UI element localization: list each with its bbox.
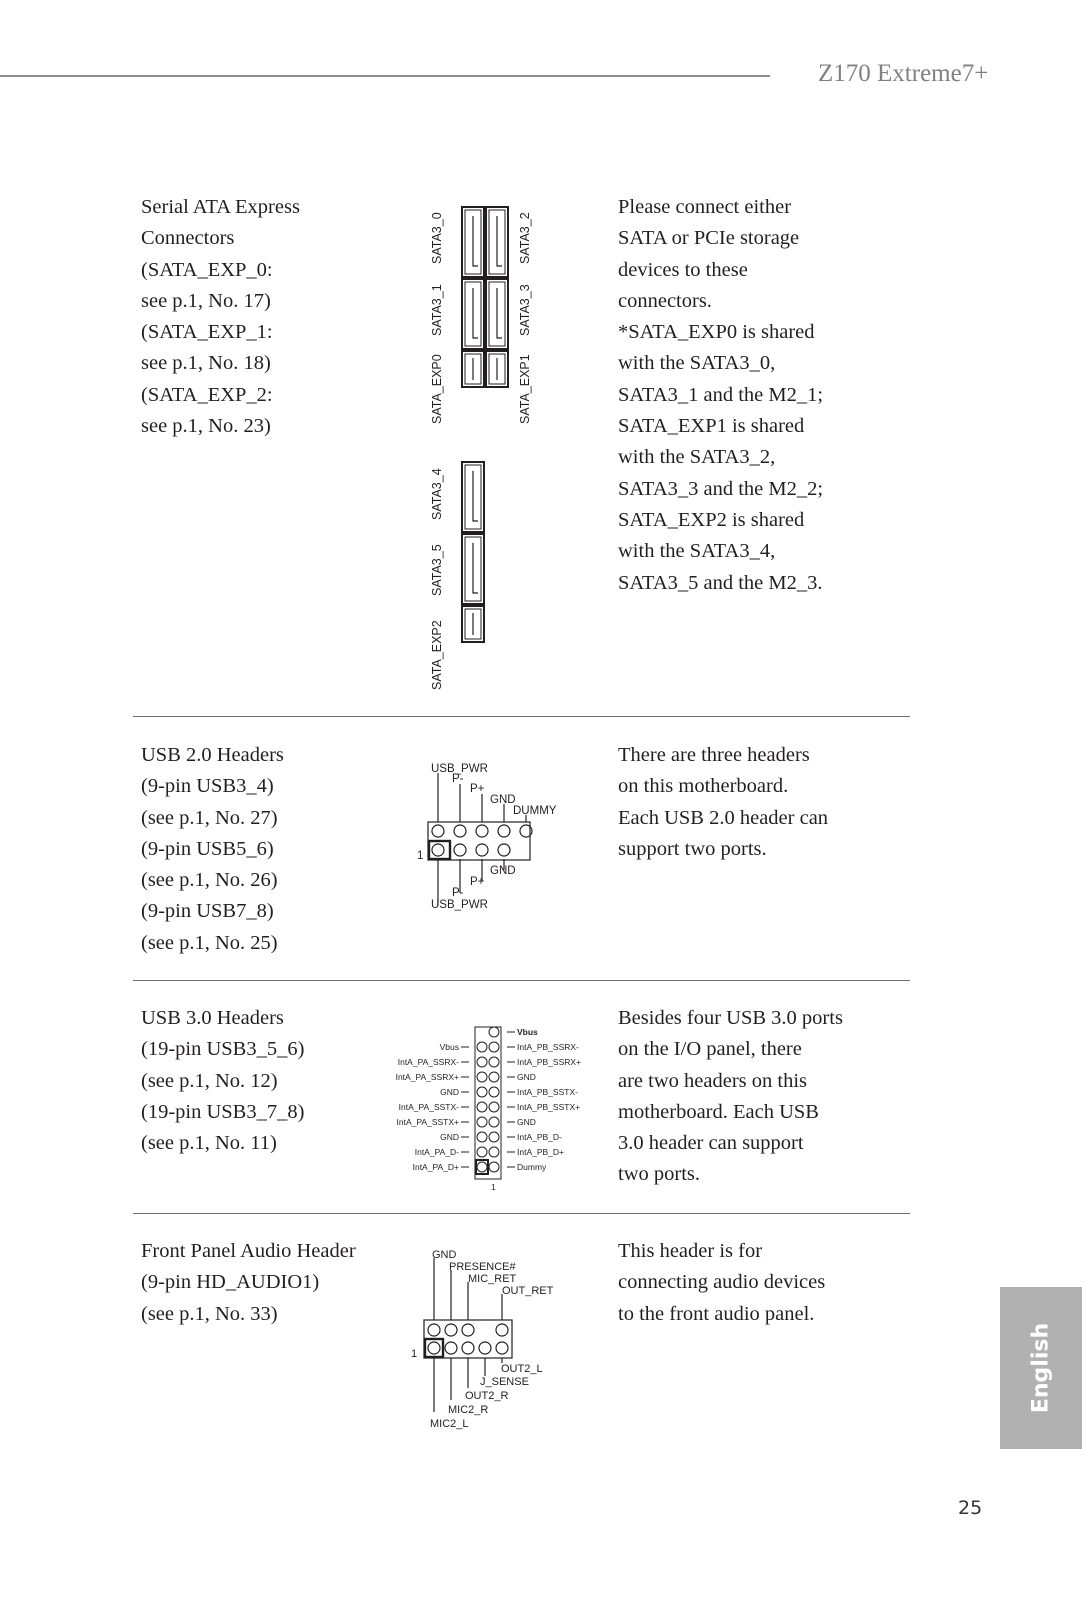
audio-notes: [618, 1236, 888, 1330]
pin-label: IntA_PA_SSTX-: [398, 1102, 459, 1112]
pin: [477, 1072, 487, 1082]
pin-label: P+: [470, 876, 485, 888]
text-line: with the SATA3_0,: [618, 352, 776, 375]
sata-label: SATA_EXP2: [430, 620, 444, 690]
pin-label: MIC_RET: [468, 1273, 517, 1285]
pin-label: J_SENSE: [480, 1376, 529, 1388]
pin-label: DUMMY: [513, 805, 557, 817]
pin: [428, 1342, 440, 1354]
pin: [496, 1324, 508, 1336]
sata-port-key: [473, 216, 478, 266]
text-line: are two headers on this: [618, 1069, 807, 1092]
pin: [432, 825, 444, 837]
pin-label: P-: [452, 887, 464, 899]
pin-label: IntA_PB_SSTX+: [517, 1102, 581, 1112]
pin-label: OUT_RET: [502, 1285, 554, 1297]
pin: [477, 1117, 487, 1127]
pin: [477, 1102, 487, 1112]
text-line: see p.1, No. 17): [141, 289, 271, 312]
pin-label: GND: [432, 1249, 457, 1261]
sata-label: SATA3_2: [518, 212, 532, 264]
pin: [454, 844, 466, 856]
pin: [489, 1162, 499, 1172]
text-line: (see p.1, No. 25): [141, 931, 278, 954]
text-line: (see p.1, No. 27): [141, 806, 278, 829]
pin-label: IntA_PA_D+: [412, 1162, 459, 1172]
pin: [489, 1102, 499, 1112]
pin-label: P+: [470, 783, 485, 795]
pin-label: OUT2_L: [501, 1363, 543, 1375]
sata-port-key: [473, 543, 478, 593]
sata-express-notes: [618, 192, 888, 599]
text-line: USB 2.0 Headers: [141, 744, 284, 766]
pin-label: IntA_PB_SSRX+: [517, 1057, 582, 1067]
text-line: Connectors: [141, 227, 235, 250]
sata-label: SATA_EXP0: [430, 354, 444, 424]
text-line: connecting audio devices: [618, 1271, 826, 1294]
usb3-description: [141, 1003, 401, 1159]
text-line: motherboard. Each USB: [618, 1100, 819, 1123]
pin-label: IntA_PB_SSRX-: [517, 1042, 579, 1052]
header-rule: [0, 75, 770, 77]
pin: [489, 1087, 499, 1097]
text-line: SATA3_5 and the M2_3.: [618, 571, 823, 594]
pin: [489, 1072, 499, 1082]
pin: [489, 1042, 499, 1052]
text-line: (9-pin USB7_8): [141, 900, 274, 923]
text-line: see p.1, No. 23): [141, 415, 271, 438]
audio-header-diagram: [410, 1250, 580, 1435]
sata-label: SATA3_1: [430, 284, 444, 336]
text-line: (see p.1, No. 11): [141, 1132, 277, 1155]
sata-label: SATA3_0: [430, 212, 444, 264]
section-divider: [133, 1213, 910, 1214]
text-line: (see p.1, No. 12): [141, 1069, 278, 1092]
pin-label: USB_PWR: [431, 763, 488, 775]
sata-port-key: [497, 216, 502, 266]
text-line: devices to these: [618, 258, 748, 281]
pin-label: GND: [517, 1117, 536, 1127]
pin-label: MIC2_L: [430, 1418, 469, 1430]
page-header-title: Z170 Extreme7+: [818, 60, 989, 87]
text-line: Each USB 2.0 header can: [618, 806, 829, 829]
text-line: (see p.1, No. 33): [141, 1302, 278, 1325]
sata-port-key: [497, 288, 502, 338]
pin-label: GND: [440, 1132, 459, 1142]
pin1-label: 1: [417, 850, 424, 862]
pin: [476, 825, 488, 837]
text-line: (9-pin USB3_4): [141, 775, 274, 798]
sata-label: SATA3_3: [518, 284, 532, 336]
pin-label: IntA_PA_SSTX+: [396, 1117, 459, 1127]
section-divider: [133, 980, 910, 981]
pin: [489, 1027, 499, 1037]
pin-label: Dummy: [517, 1162, 547, 1172]
pin: [477, 1042, 487, 1052]
pin-label: Vbus: [517, 1027, 538, 1037]
pin: [489, 1147, 499, 1157]
text-line: SATA_EXP1 is shared: [618, 415, 805, 438]
text-line: to the front audio panel.: [618, 1302, 815, 1325]
pin: [462, 1324, 474, 1336]
pin: [477, 1162, 487, 1172]
pin: [496, 1342, 508, 1354]
text-line: (19-pin USB3_7_8): [141, 1100, 305, 1123]
pin: [477, 1057, 487, 1067]
usb3-header-diagram: [395, 1025, 605, 1195]
pin: [489, 1057, 499, 1067]
pin-label: MIC2_R: [448, 1404, 489, 1416]
text-line: (9-pin HD_AUDIO1): [141, 1271, 320, 1294]
audio-description: [141, 1236, 401, 1330]
pin: [477, 1132, 487, 1142]
sata-port-key: [473, 288, 478, 338]
pin-label: GND: [490, 865, 516, 877]
pin1-label: 1: [411, 1348, 418, 1360]
pin-label: PRESENCE#: [449, 1261, 516, 1273]
pin: [445, 1324, 457, 1336]
usb2-description: [141, 740, 401, 959]
pin: [432, 844, 444, 856]
usb2-header-diagram: [417, 763, 580, 930]
usb2-notes: [618, 740, 888, 865]
pin: [479, 1342, 491, 1354]
pin-label: Vbus: [439, 1042, 459, 1052]
text-line: support two ports.: [618, 837, 767, 860]
text-line: SATA3_1 and the M2_1;: [618, 383, 824, 406]
pin: [498, 844, 510, 856]
sata-express-description: [141, 192, 401, 442]
language-tab-label: English: [1028, 1322, 1054, 1414]
pin-label: IntA_PA_SSRX+: [395, 1072, 459, 1082]
pin-label: USB_PWR: [431, 899, 488, 911]
pin-label: IntA_PA_SSRX-: [397, 1057, 459, 1067]
pin: [476, 844, 488, 856]
sata-label: SATA_EXP1: [518, 354, 532, 424]
text-line: There are three headers: [618, 744, 810, 766]
pin: [445, 1342, 457, 1354]
pin-label: IntA_PB_SSTX-: [517, 1087, 578, 1097]
text-line: with the SATA3_4,: [618, 540, 776, 563]
text-line: two ports.: [618, 1163, 700, 1186]
text-line: (9-pin USB5_6): [141, 837, 274, 860]
text-line: SATA3_3 and the M2_2;: [618, 477, 824, 500]
pin-label: IntA_PB_D-: [517, 1132, 562, 1142]
text-line: on the I/O panel, there: [618, 1038, 802, 1061]
text-line: SATA or PCIe storage: [618, 227, 800, 250]
text-line: see p.1, No. 18): [141, 352, 271, 375]
pin-label: GND: [440, 1087, 459, 1097]
text-line: This header is for: [618, 1240, 763, 1262]
pin-label: IntA_PA_D-: [414, 1147, 459, 1157]
pin: [477, 1087, 487, 1097]
text-line: USB 3.0 Headers: [141, 1007, 284, 1029]
text-line: Please connect either: [618, 196, 792, 218]
sata-label: SATA3_5: [430, 544, 444, 596]
pin: [489, 1132, 499, 1142]
text-line: (SATA_EXP_0:: [141, 258, 273, 281]
pin: [498, 825, 510, 837]
text-line: Serial ATA Express: [141, 196, 300, 218]
text-line: (see p.1, No. 26): [141, 869, 278, 892]
text-line: connectors.: [618, 289, 712, 312]
text-line: Front Panel Audio Header: [141, 1240, 356, 1262]
sata-port-key: [473, 471, 478, 521]
pin: [477, 1147, 487, 1157]
text-line: (SATA_EXP_1:: [141, 321, 273, 344]
text-line: (19-pin USB3_5_6): [141, 1038, 305, 1061]
pin: [489, 1117, 499, 1127]
text-line: (SATA_EXP_2:: [141, 383, 273, 406]
pin-label: GND: [517, 1072, 536, 1082]
sata-label: SATA3_4: [430, 468, 444, 520]
pin: [454, 825, 466, 837]
page-number: 25: [958, 1497, 983, 1519]
pin: [462, 1342, 474, 1354]
text-line: 3.0 header can support: [618, 1132, 804, 1155]
sata-express-diagram: [430, 198, 560, 708]
usb3-notes: [618, 1003, 888, 1191]
section-divider: [133, 716, 910, 717]
pin1-label: 1: [491, 1182, 496, 1192]
pin-label: IntA_PB_D+: [517, 1147, 565, 1157]
pin: [428, 1324, 440, 1336]
pin-label: GND: [490, 794, 516, 806]
pin-label: P-: [452, 773, 464, 785]
text-line: SATA_EXP2 is shared: [618, 508, 805, 531]
pin-label: OUT2_R: [465, 1390, 509, 1402]
text-line: Besides four USB 3.0 ports: [618, 1007, 843, 1029]
text-line: with the SATA3_2,: [618, 446, 776, 469]
text-line: on this motherboard.: [618, 775, 789, 798]
text-line: *SATA_EXP0 is shared: [618, 321, 815, 344]
